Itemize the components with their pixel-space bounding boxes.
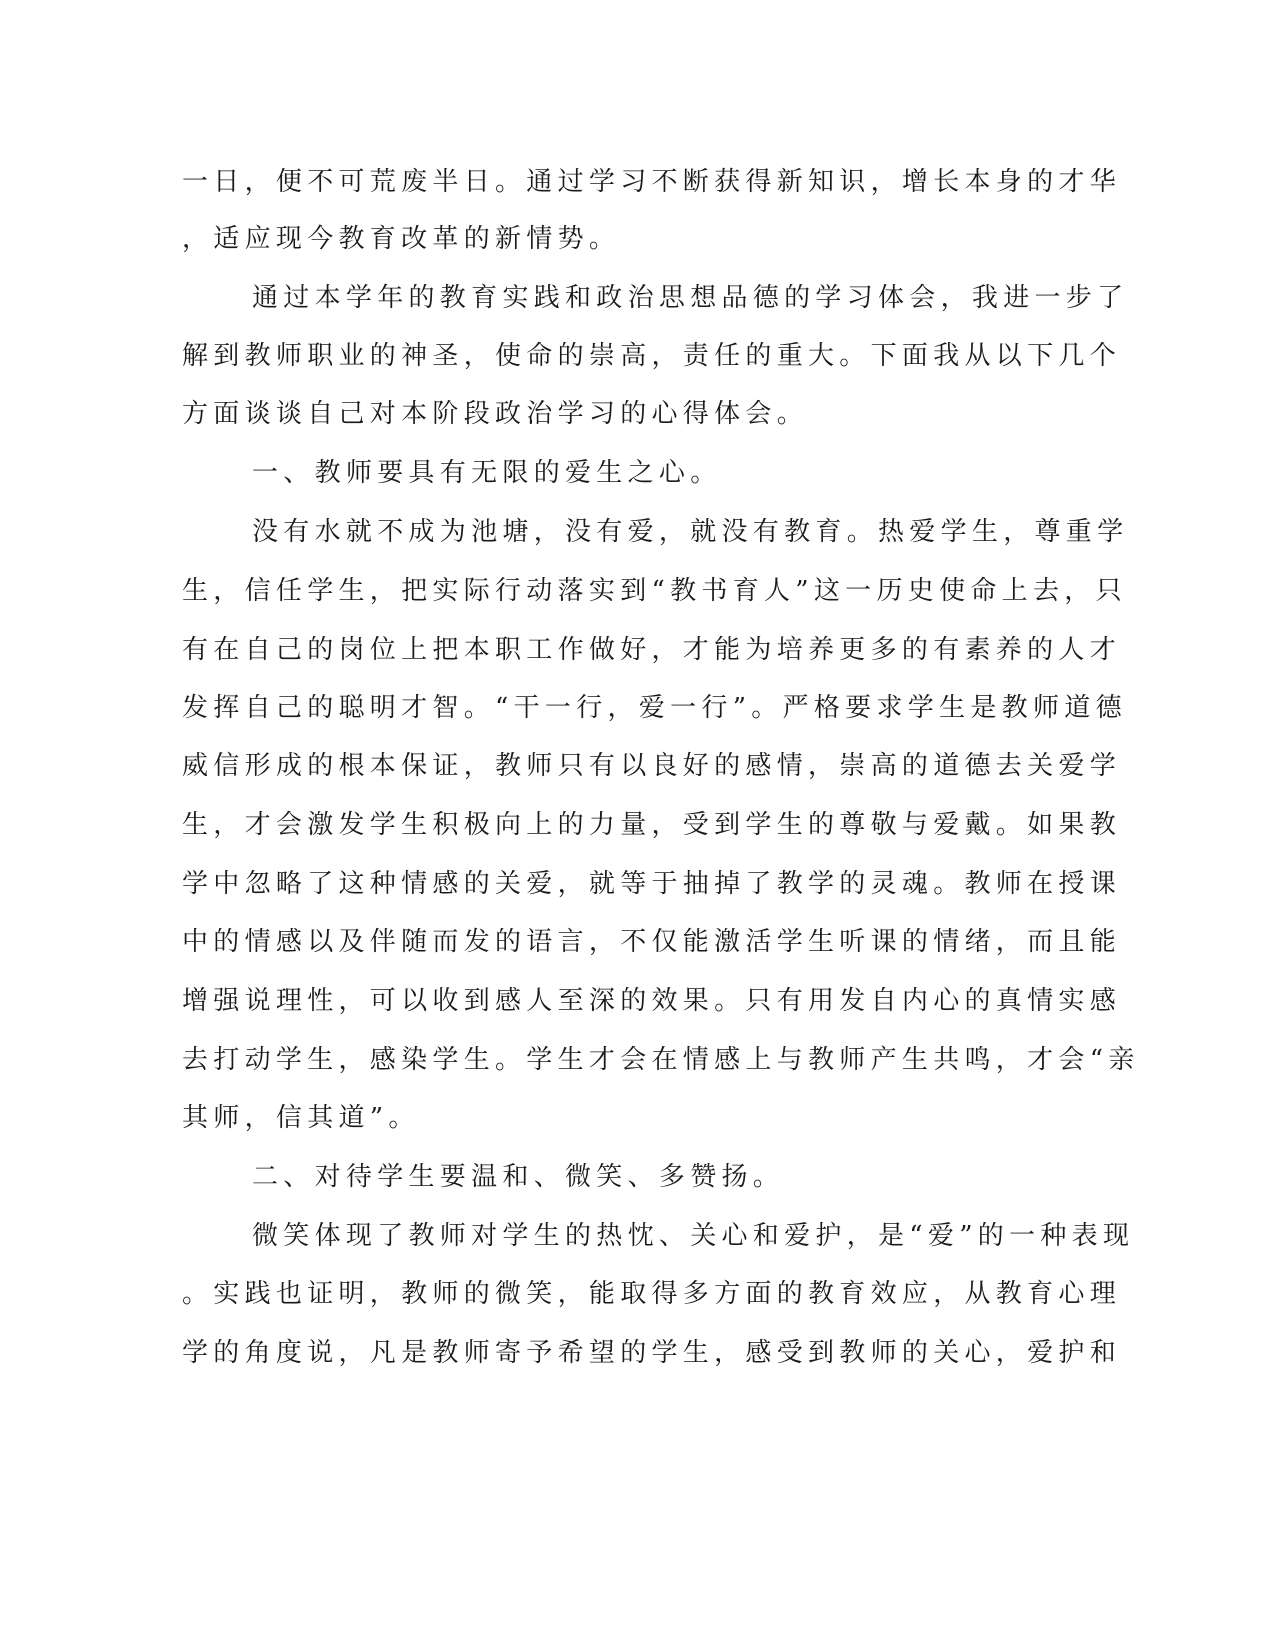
- text-line-4: 解到教师职业的神圣，使命的崇高，责任的重大。下面我从以下几个: [182, 341, 1122, 371]
- text-line-15: 增强说理性，可以收到感人至深的效果。只有用发自内心的真情实感: [182, 986, 1122, 1016]
- text-line-5: 方面谈谈自己对本阶段政治学习的心得体会。: [182, 399, 809, 429]
- text-line-2: ，适应现今教育改革的新情势。: [182, 224, 621, 254]
- text-line-19: 微笑体现了教师对学生的热忱、关心和爱护，是“爱”的一种表现: [252, 1221, 1135, 1251]
- text-line-13: 学中忽略了这种情感的关爱，就等于抽掉了教学的灵魂。教师在授课: [182, 869, 1122, 899]
- text-line-20: 。实践也证明，教师的微笑，能取得多方面的教育效应，从教育心理: [182, 1279, 1122, 1309]
- text-line-16: 去打动学生，感染学生。学生才会在情感上与教师产生共鸣，才会“亲: [182, 1045, 1140, 1075]
- section-heading-2: 二、对待学生要温和、微笑、多赞扬。: [252, 1162, 785, 1192]
- text-line-3: 通过本学年的教育实践和政治思想品德的学习体会，我进一步了: [252, 283, 1129, 313]
- text-line-17: 其师，信其道”。: [182, 1103, 420, 1133]
- text-line-10: 发挥自己的聪明才智。“干一行，爱一行”。严格要求学生是教师道德: [182, 693, 1127, 723]
- text-line-9: 有在自己的岗位上把本职工作做好，才能为培养更多的有素养的人才: [182, 635, 1122, 665]
- text-line-21: 学的角度说，凡是教师寄予希望的学生，感受到教师的关心，爱护和: [182, 1338, 1122, 1368]
- text-line-11: 威信形成的根本保证，教师只有以良好的感情，崇高的道德去关爱学: [182, 751, 1122, 781]
- text-line-8: 生，信任学生，把实际行动落实到“教书育人”这一历史使命上去，只: [182, 576, 1127, 606]
- text-line-7: 没有水就不成为池塘，没有爱，就没有教育。热爱学生，尊重学: [252, 517, 1129, 547]
- text-line-12: 生，才会激发学生积极向上的力量，受到学生的尊敬与爱戴。如果教: [182, 810, 1122, 840]
- text-line-1: 一日，便不可荒废半日。通过学习不断获得新知识，增长本身的才华: [182, 167, 1122, 197]
- section-heading-1: 一、教师要具有无限的爱生之心。: [252, 458, 722, 488]
- text-line-14: 中的情感以及伴随而发的语言，不仅能激活学生听课的情绪，而且能: [182, 927, 1122, 957]
